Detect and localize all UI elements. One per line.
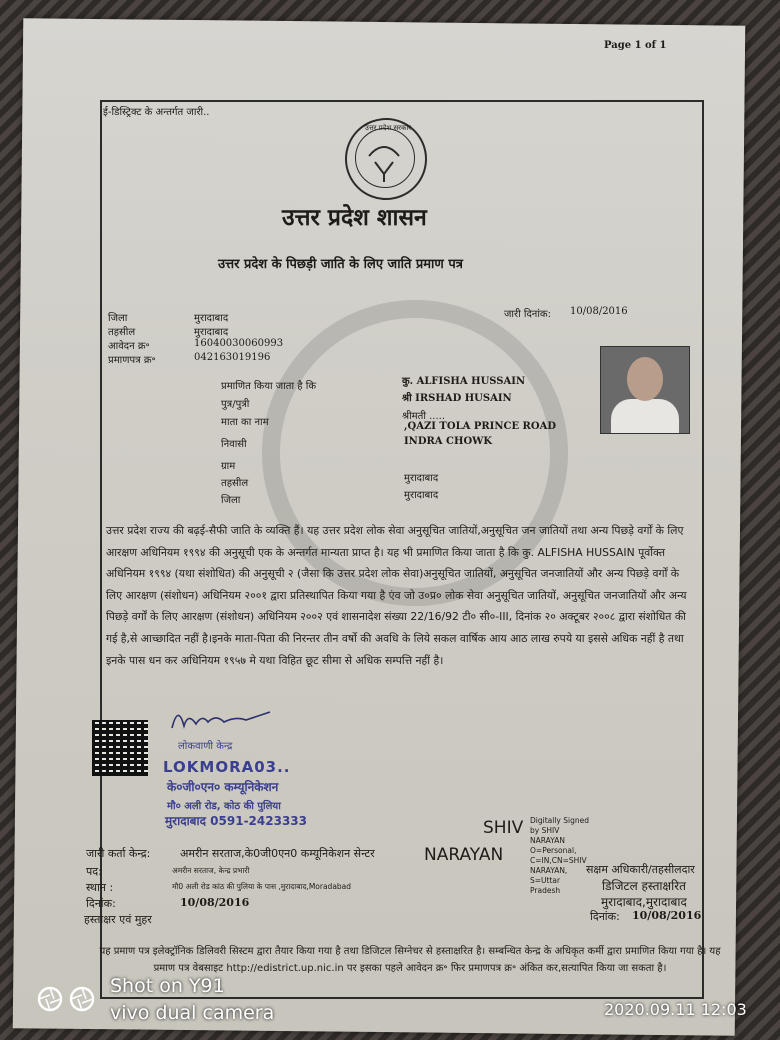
field-value: मुरादाबाद: [194, 327, 229, 338]
e-district-text: ई-डिस्ट्रिक्ट के अन्तर्गत जारी..: [103, 107, 210, 118]
handwritten-signature: [166, 702, 276, 736]
page-label: Page 1 of 1: [604, 40, 667, 51]
field-label: तहसील: [108, 327, 136, 338]
applicant-photo: [600, 346, 690, 434]
issue-date-label: जारी दिनांक:: [504, 309, 551, 320]
sig-detail: NARAYAN,: [530, 866, 568, 875]
field-label: स्थान :: [86, 881, 114, 894]
up-govt-emblem: [345, 118, 427, 200]
sig-detail: O=Personal,: [530, 846, 577, 855]
authority-line: मुरादाबाद,मुरादाबाद: [601, 895, 687, 909]
field-label: प्रमाणपत्र क्र॰: [108, 355, 156, 366]
field-label: पद:: [86, 865, 102, 878]
field-value: INDRA CHOWK: [404, 436, 493, 447]
sig-detail: C=IN,CN=SHIV: [530, 856, 587, 865]
photo-timestamp: 2020.09.11 12:03: [604, 1000, 747, 1019]
stamp-line: लोकवाणी केन्द्र: [178, 741, 233, 752]
field-label: प्रमाणित किया जाता है कि: [221, 381, 317, 392]
authority-line: डिजिटल हस्ताक्षरित: [602, 879, 686, 893]
field-value: मुरादाबाद: [404, 473, 439, 484]
field-value: कु. ALFISHA HUSSAIN: [402, 376, 526, 387]
field-label: आवेदन क्र॰: [108, 341, 150, 352]
field-label: दिनांक:: [86, 897, 116, 910]
field-value: मुरादाबाद: [194, 313, 229, 324]
field-label: पुत्र/पुत्री: [221, 399, 250, 410]
field-label: तहसील: [221, 478, 249, 489]
emblem-figure-icon: [345, 118, 423, 196]
stamp-line: मौ० अली रोड, कोठ की पुलिया: [167, 801, 281, 812]
field-value: अमरीन सरताज, केन्द्र प्रभारी: [172, 866, 250, 875]
camera-aperture-icon: [36, 985, 100, 1015]
sig-detail: S=Uttar: [530, 876, 561, 885]
authority-date: 10/08/2016: [632, 909, 702, 922]
footer-note: यह प्रमाण पत्र इलेक्ट्रॉनिक डिलिवरी सिस्टम द्वारा तैयार किया गया है तथा डिजिटल सिग्नेचर से हस्ताक्षरित है। सम्बन्धित केन्द्र के अधिकृत कर्मी द्वारा प्रमाणित किया गया है। यह प्रमाण पत्र वेबसाइट http://edistrict.up.nic.in पर इसका पहले आवेदन क्र॰ फिर प्रमाणपत्र क्र॰ अंकित कर,सत्यापित किया जा सकता है।: [99, 946, 721, 974]
stamp-line: के०जी०एन० कम्यूनिकेशन: [167, 780, 279, 794]
sig-detail: Pradesh: [530, 886, 561, 895]
emblem-text: उत्तर प्रदेश सरकार: [365, 124, 412, 132]
field-value: मौ0 अली रोड कांठ की पुलिया के पास ,मुरादाबाद,Moradabad: [172, 882, 352, 891]
stamp-line: LOKMORA03..: [163, 758, 291, 776]
field-label: हस्ताक्षर एवं मुहर: [84, 913, 152, 926]
field-value: ,QAZI TOLA PRINCE ROAD: [404, 421, 556, 432]
certificate-title: उत्तर प्रदेश के पिछड़ी जाति के लिए जाति प्रमाण पत्र: [218, 257, 463, 272]
digital-sig-name-2: NARAYAN: [424, 845, 504, 865]
authority-date-label: दिनांक:: [590, 910, 620, 923]
sig-detail: NARAYAN: [530, 836, 565, 845]
field-value: 16040030060993: [194, 338, 284, 349]
certificate-paragraph: उत्तर प्रदेश राज्य की बढ़ई-सैफी जाति के व्यक्ति हैं। यह उत्तर प्रदेश लोक सेवा अनुसूचित जातियों,अनुसूचित जन जातियों तथा अन्य पिछड़े वर्गों के लिए आरक्षण अधिनियम १९९४ की अनुसूची एक के अन्तर्गत मान्यता प्राप्त है। यह भी प्रमाणित किया जाता है कि कु. ALFISHA HUSSAIN पूर्वोक्त अधिनियम १९९४ (यथा संशोधित) की अनुसूची २ (जैसा कि उत्तर प्रदेश लोक सेवा)अनुसूचित जातियों, अनुसूचित जनजातियों और अन्य पिछड़े वर्गों के लिए आरक्षण (संशोधन) अधिनियम २००१ द्वारा प्रतिस्थापित किया गया है एंव जो उ०प्र० लोक सेवा अनुसूचित जातियों, अनुसूचित जनजातियों और अन्य पिछड़े वर्गों के लिए आरक्षण (संशोधन) अधिनियम २००२ एवं शासनादेश संख्या 22/16/92 टी० सी०-III, दिनांक २० अक्टूबर २००८ द्वारा संशोधित की गई है,से आच्छादित नहीं है।इनके माता-पिता की निरन्तर तीन वर्षो की अवधि के लिये सकल वार्षिक आय आठ लाख रुपये या इससे अधिक नहीं है तथा इनके पास धन कर अधिनियम १९५७ मे यथा विहित छूट सीमा से अधिक सम्पत्ति नहीं है।: [106, 524, 687, 667]
shot-on-label: Shot on Y91: [110, 975, 225, 997]
field-label: जारी कर्ता केन्द्र:: [86, 847, 151, 860]
field-value: 042163019196: [194, 352, 271, 363]
field-value: अमरीन सरताज,के0जी0एन0 कम्यूनिकेशन सेन्टर: [180, 847, 375, 860]
qr-code: [92, 720, 148, 776]
stamp-line: मुरादाबाद 0591-2423333: [165, 814, 308, 828]
field-label: निवासी: [221, 439, 247, 450]
field-label: ग्राम: [221, 461, 236, 472]
govt-title: उत्तर प्रदेश शासन: [282, 205, 427, 231]
authority-line: सक्षम अधिकारी/तहसीलदार: [586, 863, 695, 876]
field-label: जिला: [108, 313, 128, 324]
field-value: श्री IRSHAD HUSAIN: [402, 393, 512, 404]
digital-sig-name-1: SHIV: [483, 818, 524, 838]
field-label: माता का नाम: [221, 417, 269, 428]
field-value: 10/08/2016: [180, 896, 250, 909]
field-value: श्रीमती .....: [402, 411, 446, 422]
field-label: जिला: [221, 495, 241, 506]
sig-detail: Digitally Signed: [530, 816, 589, 825]
field-value: मुरादाबाद: [404, 490, 439, 501]
issue-date: 10/08/2016: [570, 306, 628, 317]
sig-detail: by SHIV: [530, 826, 560, 835]
camera-model-label: vivo dual camera: [110, 1002, 275, 1024]
